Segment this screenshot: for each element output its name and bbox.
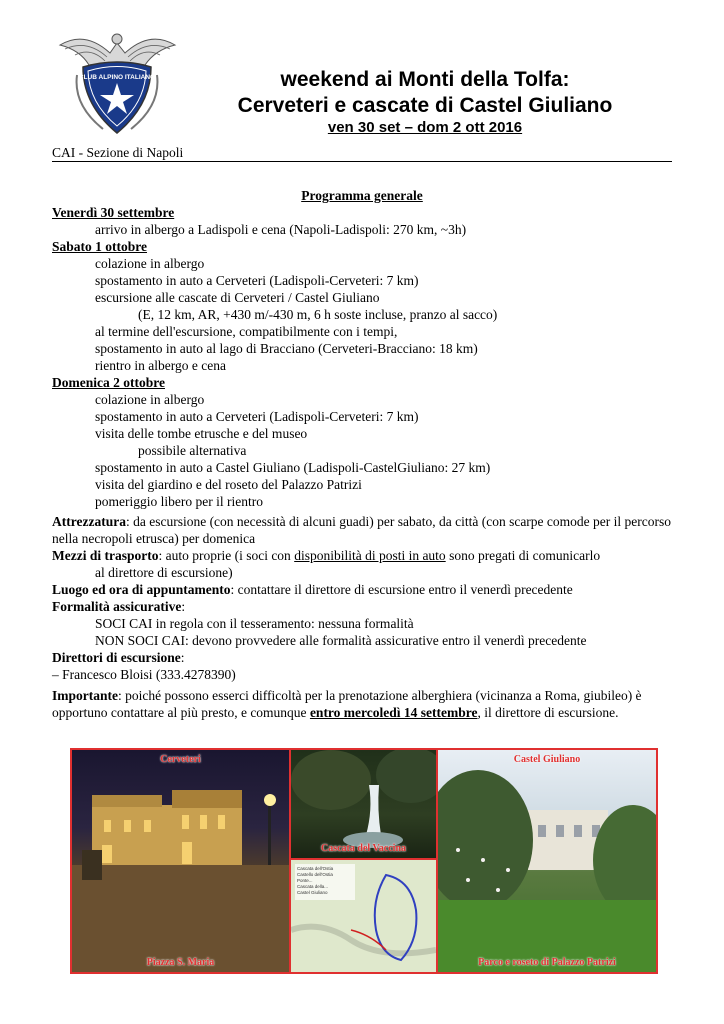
program-line: visita delle tombe etrusche e del museo: [95, 426, 308, 441]
day-label: Venerdì 30 settembre: [52, 205, 175, 220]
caption-cascata: Cascata del Vaccina: [321, 843, 406, 854]
formalita-colon: :: [181, 599, 186, 614]
attrezzatura-paragraph: [52, 513, 672, 547]
cerveteri-illustration: [72, 750, 289, 972]
map-legend-item: Castello dell'Ostia: [297, 872, 333, 877]
program-line: spostamento in auto a Castel Giuliano (Ladispoli-CastelGiuliano: 27 km): [95, 460, 491, 475]
event-dates: ven 30 set – dom 2 ott 2016: [327, 119, 523, 136]
trasporto-pre: : auto proprie (i soci con: [158, 548, 295, 563]
photo-cascata: [291, 750, 436, 858]
park-illustration: [438, 750, 656, 972]
day-label: Sabato 1 ottobre: [52, 239, 148, 254]
program-line: escursione alle cascate di Cerveteri / Castel Giuliano: [95, 290, 380, 305]
direttore-contact: – Francesco Bloisi (333.4278390): [52, 667, 236, 682]
attrezzatura-text: : da escursione (con necessità di alcuni guadi) per sabato, da città (con scarpe comode per il percorso nella necropoli etrusca) per domenica: [52, 514, 671, 546]
section-name: CAI - Sezione di Napoli: [52, 145, 184, 160]
luogo-line: [52, 581, 672, 598]
luogo-text: : contattare il direttore di escursione entro il venerdì precedente: [230, 582, 573, 597]
map-legend-item: Castel Giuliano: [297, 890, 328, 895]
program-line: spostamento in auto al lago di Bracciano (Cerveteri-Bracciano: 18 km): [95, 341, 478, 356]
trasporto-line: [52, 547, 672, 564]
title-line-2: Cerveteri e cascate di Castel Giuliano: [237, 94, 613, 117]
importante-paragraph: [52, 687, 672, 721]
program-line: (E, 12 km, AR, +430 m/-430 m, 6 h soste incluse, pranzo al sacco): [138, 307, 498, 322]
program-line: possibile alternativa: [138, 443, 247, 458]
importante-pre: : poiché possono esserci difficoltà per la prenotazione alberghiera (vicinanza a Roma, giubileo) è opportuno contattare al più presto, e comunque: [52, 688, 642, 720]
program-days: [52, 204, 672, 510]
trasporto-label: Mezzi di trasporto: [52, 548, 159, 563]
cai-logo-icon: [55, 25, 180, 140]
header-divider: [52, 161, 672, 162]
direttori-label: Direttori di escursione: [52, 650, 181, 665]
map-legend: [297, 866, 333, 896]
direttori-line: [52, 649, 672, 666]
program-line: visita del giardino e del roseto del Palazzo Patrizi: [95, 477, 362, 492]
caption-piazza: Piazza S. Maria: [146, 957, 215, 968]
day-label: Domenica 2 ottobre: [52, 375, 165, 390]
program-line: colazione in albergo: [95, 256, 205, 271]
program-line: pomeriggio libero per il rientro: [95, 494, 263, 509]
map-legend-item: Ponte...: [297, 878, 313, 883]
caption-castel-giuliano: Castel Giuliano: [513, 754, 581, 765]
trasporto-underlined: disponibilità di posti in auto: [294, 548, 446, 563]
attrezzatura-label: Attrezzatura: [52, 514, 126, 529]
caption-parco: Parco e roseto di Palazzo Patrizi: [478, 957, 616, 968]
title-line-1: weekend ai Monti della Tolfa:: [280, 68, 570, 91]
non-soci-line: NON SOCI CAI: devono provvedere alle formalità assicurative entro il venerdì precedente: [95, 633, 587, 648]
program-line: spostamento in auto a Cerveteri (Ladispoli-Cerveteri: 7 km): [95, 409, 419, 424]
trasporto-post: sono pregati di comunicarlo: [445, 548, 601, 563]
photo-collage: [70, 748, 658, 974]
formalita-line: [52, 598, 672, 615]
importante-label: Importante: [52, 688, 118, 703]
program-heading: Programma generale: [301, 188, 423, 203]
document-body: [52, 187, 672, 721]
photo-castel-giuliano: [438, 750, 656, 972]
direttori-colon: :: [180, 650, 185, 665]
logo-text: CLUB ALPINO ITALIANO: [78, 74, 156, 81]
map-legend-item: Cascata della...: [297, 884, 329, 889]
importante-deadline: entro mercoledì 14 settembre: [309, 705, 478, 720]
photo-map: [291, 860, 436, 972]
program-line: rientro in albergo e cena: [95, 358, 226, 373]
map-legend-item: Cascata dell'Ostia: [297, 866, 334, 871]
caption-cerveteri: Cerveteri: [160, 754, 201, 765]
program-line: spostamento in auto a Cerveteri (Ladispoli-Cerveteri: 7 km): [95, 273, 419, 288]
luogo-label: Luogo ed ora di appuntamento: [52, 582, 231, 597]
program-line: al termine dell'escursione, compatibilmente con i tempi,: [95, 324, 398, 339]
importante-post: , il direttore di escursione.: [477, 705, 619, 720]
program-line: colazione in albergo: [95, 392, 205, 407]
program-line: arrivo in albergo a Ladispoli e cena (Napoli-Ladispoli: 270 km, ~3h): [95, 222, 467, 237]
trasporto-line-2: al direttore di escursione): [95, 565, 233, 580]
photo-cerveteri: [72, 750, 289, 972]
formalita-label: Formalità assicurative: [52, 599, 182, 614]
soci-line: SOCI CAI in regola con il tesseramento: nessuna formalità: [95, 616, 414, 631]
waterfall-illustration: [291, 750, 436, 858]
